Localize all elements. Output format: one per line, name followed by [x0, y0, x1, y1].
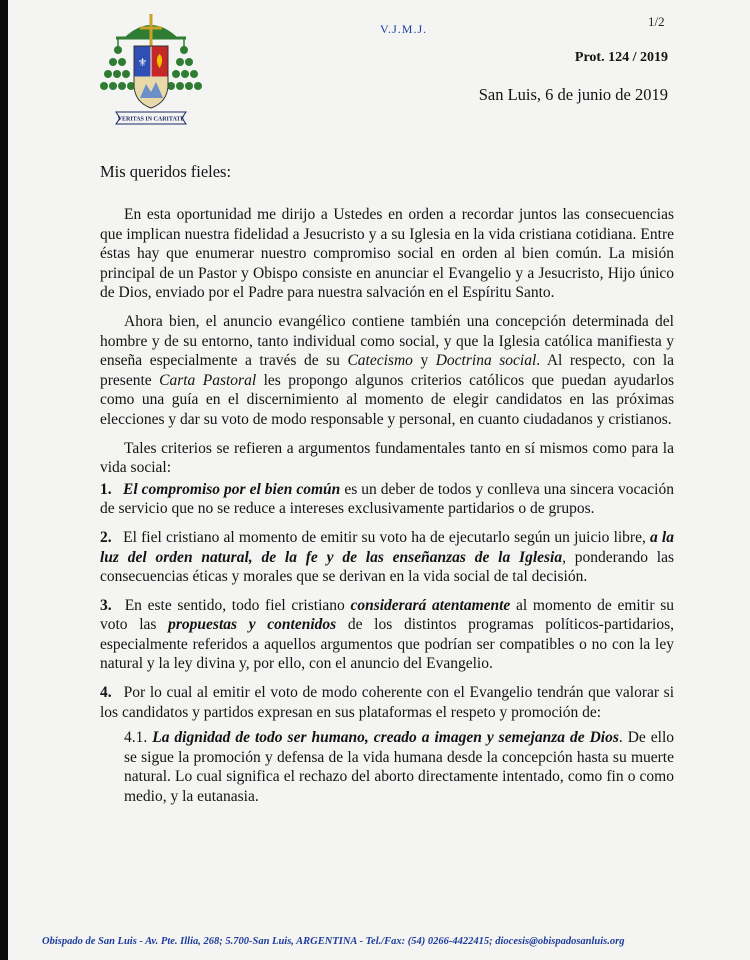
text: y: [412, 352, 436, 370]
text: . Al respecto, con la presente: [100, 352, 674, 389]
paragraph-announcement: [100, 312, 674, 430]
catechism-title: Catecismo: [347, 352, 413, 370]
text: En este sentido, todo fiel cristiano: [124, 596, 351, 614]
text: , ponderando las consecuencias éticas y morales que se derivan en la vida social de tal decisión.: [100, 548, 674, 586]
emphasis: propuestas y contenidos: [168, 616, 337, 634]
emphasis: La dignidad de todo ser humano, creado a imagen y semejanza de Dios: [152, 729, 619, 747]
protocol-number: Prot. 124 / 2019: [574, 50, 668, 65]
episcopal-coat-of-arms-icon: [96, 8, 206, 132]
text: El fiel cristiano al momento de emitir su voto ha de ejecutarlo según un juicio libre,: [123, 528, 651, 546]
text: al momento de emitir su voto las: [100, 596, 674, 634]
text: . De ello se sigue la promoción y defensa de la vida humana desde la concepción hasta su muerte natural. Lo cual significa el rechazo del aborto directamente intentado, como fin o como medio, y la eutanasia.: [124, 729, 675, 806]
criterion-number: 1.: [100, 480, 112, 498]
social-doctrine-title: Doctrina social: [435, 352, 537, 370]
criterion-number: 4.1.: [124, 729, 148, 747]
criterion-number: 4.: [100, 684, 112, 702]
paragraph-criteria: Tales criterios se refieren a argumentos fundamentales tanto en sí mismos como para la vida social:: [100, 439, 674, 477]
paragraph-intro: En esta oportunidad me dirijo a Ustedes en orden a recordar juntos las consecuencias que implican nuestra fidelidad a Jesucristo y a su Iglesia en la vida cristiana cotidiana. Entre éstas hay que enumerar nuestro compromiso social en orden al bien común. La misión principal de un Pastor y Obispo consiste en anunciar el Evangelio y a Jesucristo, Hijo único de Dios, enviado por el Padre para nuestra salvación en el Espíritu Santo.: [100, 206, 674, 302]
criterion-number: 3.: [100, 596, 112, 614]
text: de los distintos programas políticos-partidarios, especialmente referidos a aquellos argumentos que podrían ser compatibles o no con la ley natural y la ley divina y, por ello, con el anuncio del Evangelio.: [100, 616, 674, 673]
place-date: San Luis, 6 de junio de 2019: [478, 85, 668, 104]
text: Ahora bien, el anuncio evangélico contiene también una concepción determinada del hombre y de su entorno, tanto individual como social, y que la Iglesia católica manifiesta y enseña especialmente a través de su: [100, 312, 674, 370]
motto-text: VERITAS IN CARITATE: [117, 116, 185, 123]
emphasis: considerará atentamente: [350, 596, 511, 614]
salutation: Mis queridos fieles:: [100, 162, 232, 181]
vjmj-heading: V.J.M.J.: [380, 22, 428, 36]
page-number: 1/2: [648, 14, 665, 29]
text: les propongo algunos criterios católicos que puedan ayudarlos como una guía en el discernimiento al momento de elegir candidatos en las próximas elecciones y dar su voto de modo responsable y personal, en cuanto ciudadanos y cristianos.: [100, 371, 675, 428]
pastoral-letter-title: Carta Pastoral: [159, 371, 257, 389]
text: es un deber de todos y conlleva una sincera vocación de servicio que no se reduce a intereses exclusivamente partidarios o de grupos.: [100, 480, 674, 518]
criterion-3: [100, 596, 674, 674]
criterion-2: [100, 528, 674, 587]
criterion-number: 2.: [100, 528, 112, 546]
emphasis: a la luz del orden natural, de la fe y de las enseñanzas de la Iglesia: [100, 528, 674, 566]
footer-contact: Obispado de San Luis - Av. Pte. Illia, 268; 5.700-San Luis, ARGENTINA - Tel./Fax: (54) 0266-4422415; diocesis@obispadosanluis.org: [42, 936, 625, 947]
emphasis: El compromiso por el bien común: [123, 480, 341, 498]
criterion-4-1: [100, 728, 674, 806]
text: Por lo cual al emitir el voto de modo coherente con el Evangelio tendrán que valorar si los candidatos y partidos expresan en sus plataformas el respeto y promoción de:: [100, 684, 675, 721]
criterion-1: [100, 480, 674, 519]
letter-body: [100, 205, 674, 816]
letter-page: [8, 0, 750, 960]
svg-text:⚜: ⚜: [137, 56, 148, 69]
criterion-4: [100, 683, 674, 722]
